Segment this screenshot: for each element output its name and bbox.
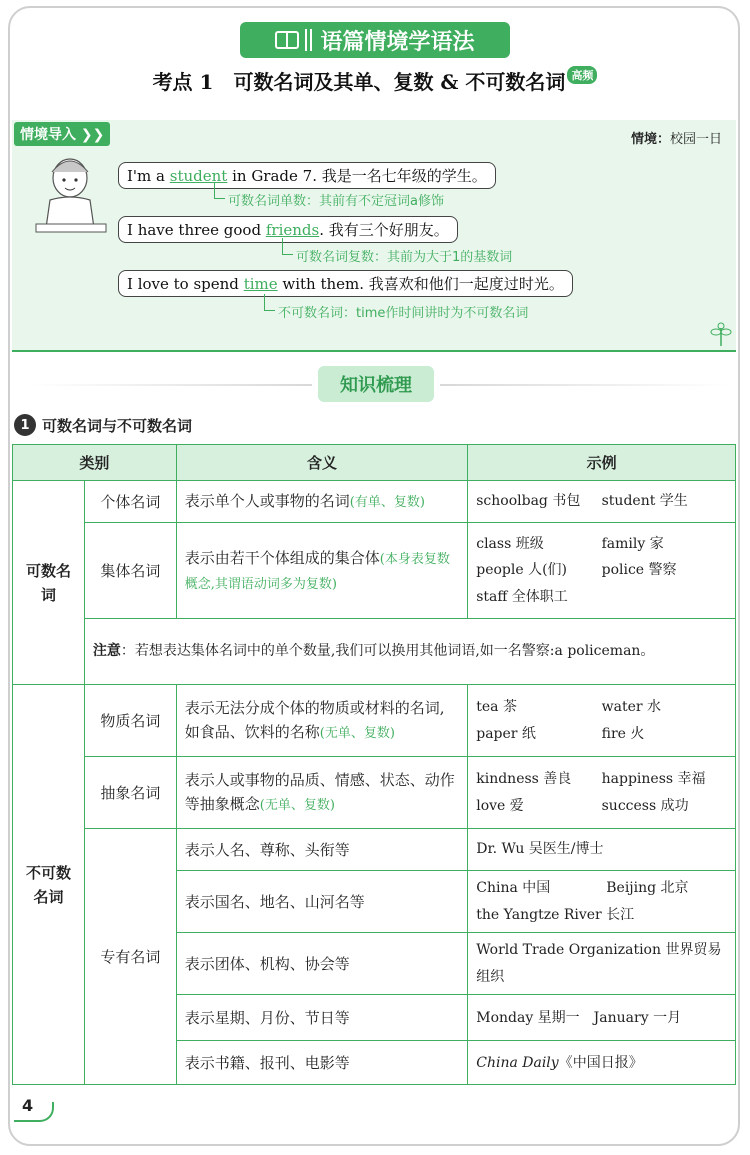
header-meaning: 含义 (176, 445, 467, 481)
table-row (13, 619, 736, 685)
scene-box (12, 120, 736, 352)
book-icon (275, 31, 299, 49)
example-cell: schoolbag 书包 student 学生 (468, 481, 736, 523)
subsection-heading (14, 414, 192, 436)
page-number: 4 (22, 1096, 34, 1115)
example-cell: Monday 星期一 January 一月 (468, 995, 736, 1041)
student-illustration-icon (30, 150, 112, 240)
example-cell: Dr. Wu 吴医生/博士 (468, 829, 736, 871)
meaning-cell: 表示国名、地名、山河名等 (176, 871, 467, 933)
meaning-cell: 表示无法分成个体的物质或材料的名词,如食品、饮料的名称(无单、复数) (176, 685, 467, 757)
sub-category: 物质名词 (84, 685, 176, 757)
meaning-cell: 表示人或事物的品质、情感、状态、动作等抽象概念(无单、复数) (176, 757, 467, 829)
sub-category: 抽象名词 (84, 757, 176, 829)
example-cell: class 班级 family 家 people 人(们) police 警察 staff 全体职工 (468, 523, 736, 619)
header-category: 类别 (13, 445, 177, 481)
note-1: 可数名词单数：其前有不定冠词a修饰 (228, 190, 444, 209)
sentence-3: I love to spend time with them. 我喜欢和他们一起度过时光。 (118, 270, 573, 297)
header-example: 示例 (468, 445, 736, 481)
table-row (13, 685, 736, 757)
note-3: 不可数名词：time作时间讲时为不可数名词 (278, 302, 528, 321)
page-number-arc (14, 1102, 54, 1122)
meaning-cell: 表示单个人或事物的名词(有单、复数) (176, 481, 467, 523)
meaning-cell: 表示团体、机构、协会等 (176, 933, 467, 995)
table-row (13, 829, 736, 871)
subsection-number: 1 (14, 414, 36, 436)
topic-label: 考点 1 可数名词及其单、复数 & 不可数名词 (152, 70, 566, 94)
sentence-1: I'm a student in Grade 7. 我是一名七年级的学生。 (118, 162, 496, 189)
uncountable-label: 不可数名词 (13, 685, 85, 1085)
sentence-2: I have three good friends. 我有三个好朋友。 (118, 216, 458, 243)
note-2: 可数名词复数：其前为大于1的基数词 (296, 246, 512, 265)
sub-category: 个体名词 (84, 481, 176, 523)
section-line-right (440, 384, 730, 386)
meaning-cell: 表示人名、尊称、头衔等 (176, 829, 467, 871)
sub-category: 专有名词 (84, 829, 176, 1085)
meaning-cell: 表示星期、月份、节日等 (176, 995, 467, 1041)
example-cell: China Daily《中国日报》 (468, 1041, 736, 1085)
section-title: 知识梳理 (318, 366, 434, 402)
topic-heading (0, 66, 750, 95)
table-header-row (13, 445, 736, 481)
scene-tag: 情境导入 ❯❯ (14, 122, 110, 146)
subsection-title: 可数名词与不可数名词 (42, 416, 193, 435)
example-cell: tea 茶 water 水 paper 纸 fire 火 (468, 685, 736, 757)
leaf-decoration-icon (710, 322, 732, 348)
countable-label: 可数名词 (13, 481, 85, 685)
example-cell: World Trade Organization 世界贸易组织 (468, 933, 736, 995)
meaning-cell: 表示书籍、报刊、电影等 (176, 1041, 467, 1085)
banner (240, 22, 510, 58)
example-cell: kindness 善良 happiness 幸福 love 爱 success 成功 (468, 757, 736, 829)
countable-note: 注意：若想表达集体名词中的单个数量,我们可以换用其他词语,如一名警察:a policeman。 (84, 619, 735, 685)
table-row (13, 481, 736, 523)
noun-table (12, 444, 736, 1085)
section-line-left (30, 384, 312, 386)
divider-icon (305, 29, 312, 51)
table-row (13, 523, 736, 619)
scene-context: 情境：校园一日 (630, 132, 722, 147)
example-cell: China 中国 Beijing 北京 the Yangtze River 长江 (468, 871, 736, 933)
frequency-badge: 高频 (567, 66, 597, 84)
table-row (13, 757, 736, 829)
sub-category: 集体名词 (84, 523, 176, 619)
banner-title: 语篇情境学语法 (320, 29, 475, 55)
meaning-cell: 表示由若干个体组成的集合体(本身表复数概念,其谓语动词多为复数) (176, 523, 467, 619)
